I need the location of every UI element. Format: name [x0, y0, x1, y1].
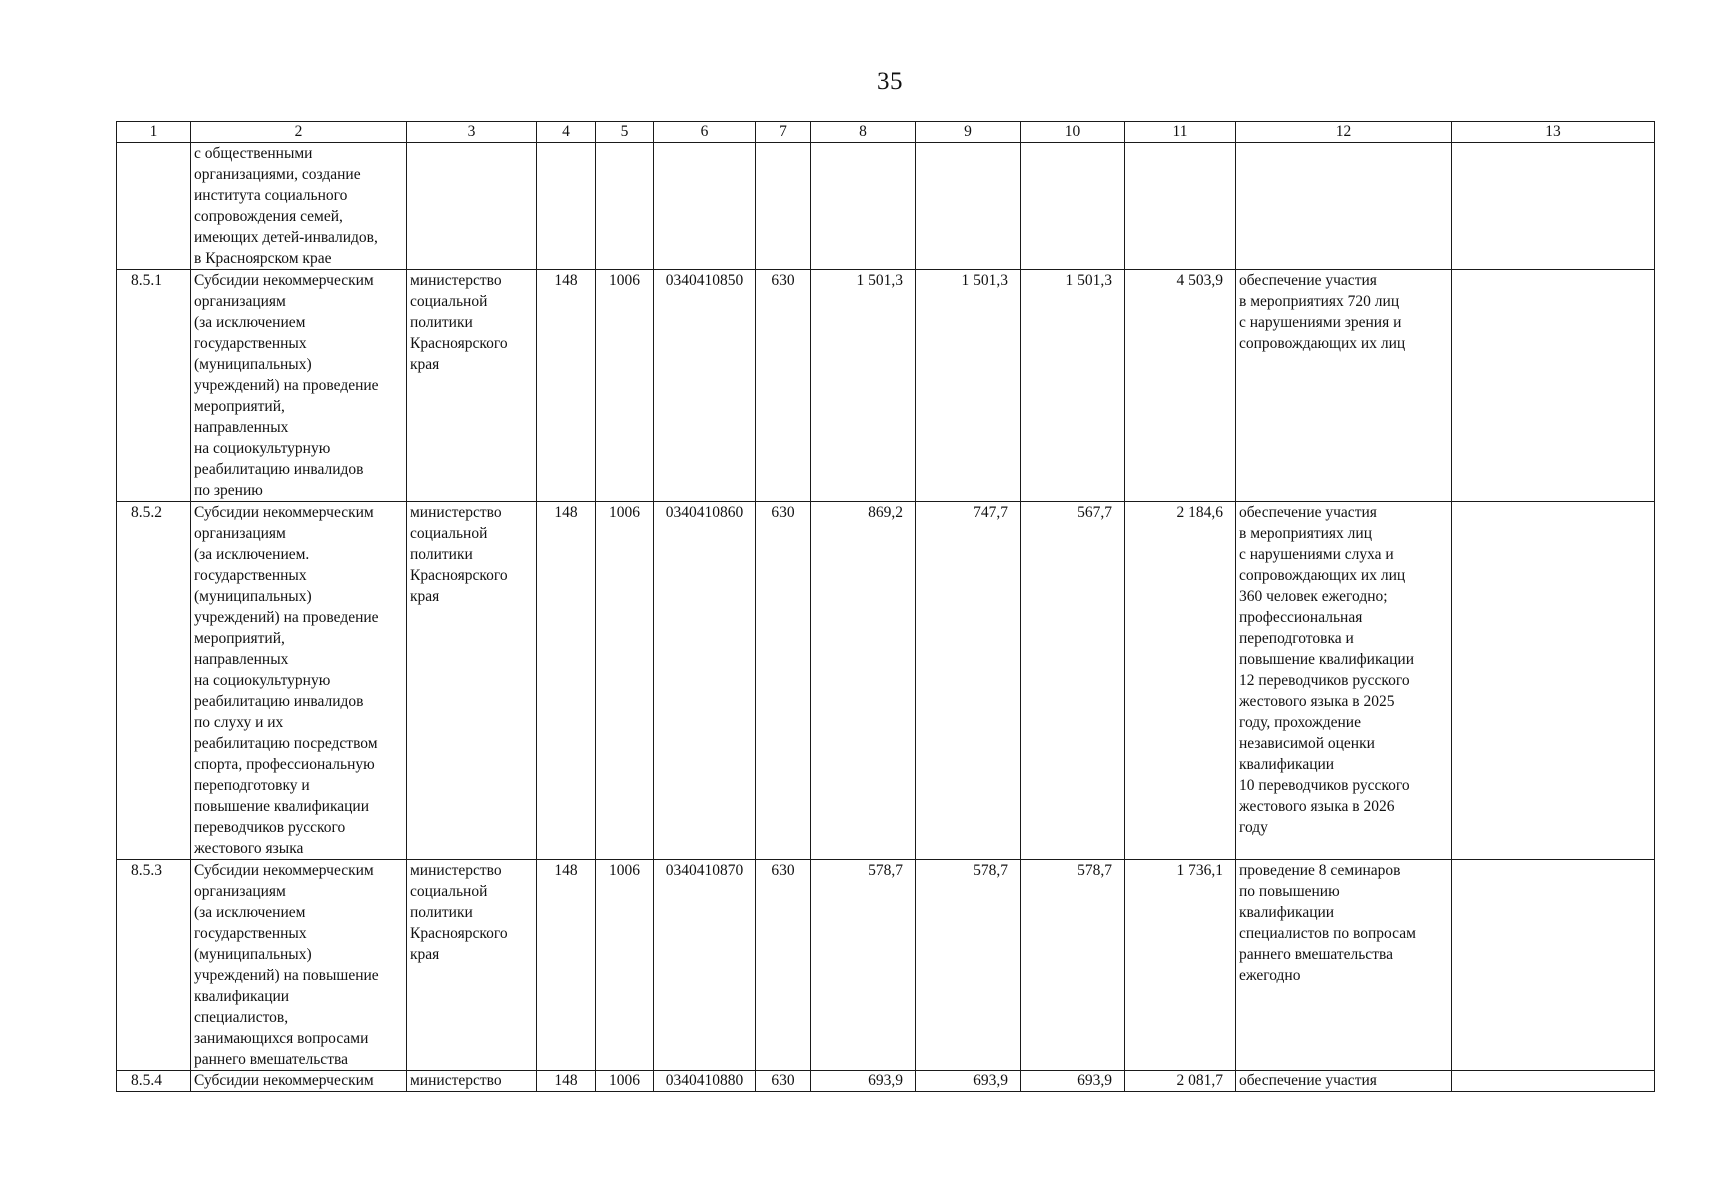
- table-row: [117, 270, 1655, 502]
- row-number-cell: [117, 143, 191, 270]
- year3-amount-cell: 567,7: [1021, 502, 1125, 860]
- expense-type-cell: 630: [756, 1071, 811, 1092]
- column-number-header: 7: [756, 122, 811, 143]
- year2-amount-cell: 747,7: [916, 502, 1021, 860]
- executor-cell: министерство социальной политики Красноярского края: [407, 502, 537, 860]
- year3-amount-cell: 693,9: [1021, 1071, 1125, 1092]
- column-number-header-row: [117, 122, 1655, 143]
- target-article-cell: 0340410850: [654, 270, 756, 502]
- year2-amount-cell: 693,9: [916, 1071, 1021, 1092]
- row-number-cell: 8.5.1: [117, 270, 191, 502]
- grbs-cell: 148: [537, 860, 596, 1071]
- expected-result-cell: обеспечение участия в мероприятиях 720 лиц с нарушениями зрения и сопровождающих их лиц: [1236, 270, 1452, 502]
- total-amount-cell: 4 503,9: [1125, 270, 1236, 502]
- expected-result-cell: [1236, 143, 1452, 270]
- expense-type-cell: 630: [756, 502, 811, 860]
- executor-cell: министерство социальной политики Красноярского края: [407, 270, 537, 502]
- expected-result-cell: обеспечение участия в мероприятиях лиц с нарушениями слуха и сопровождающих их лиц 360 человек ежегодно; профессиональная переподготовка и повышение квалификации 12 переводчиков русского жестового языка в 2025 году, прохождение независимой оценки квалификации 10 переводчиков русского жестового языка в 2026 году: [1236, 502, 1452, 860]
- note-cell: [1452, 502, 1655, 860]
- note-cell: [1452, 860, 1655, 1071]
- year1-amount-cell: [811, 143, 916, 270]
- grbs-cell: 148: [537, 270, 596, 502]
- activity-description-cell: Субсидии некоммерческим организациям (за исключением. государственных (муниципальных) учреждений) на проведение мероприятий, направленных на социокультурную реабилитацию инвалидов по слуху и их реабилитацию посредством спорта, профессиональную переподготовку и повышение квалификации переводчиков русского жестового языка: [191, 502, 407, 860]
- expected-result-cell: обеспечение участия: [1236, 1071, 1452, 1092]
- column-number-header: 6: [654, 122, 756, 143]
- note-cell: [1452, 1071, 1655, 1092]
- activity-description-cell: Субсидии некоммерческим организациям (за исключением государственных (муниципальных) учреждений) на проведение мероприятий, направленных на социокультурную реабилитацию инвалидов по зрению: [191, 270, 407, 502]
- row-number-cell: 8.5.2: [117, 502, 191, 860]
- page-number: 35: [877, 68, 903, 95]
- column-number-header: 1: [117, 122, 191, 143]
- total-amount-cell: 2 184,6: [1125, 502, 1236, 860]
- column-number-header: 5: [596, 122, 654, 143]
- total-amount-cell: 1 736,1: [1125, 860, 1236, 1071]
- year2-amount-cell: 1 501,3: [916, 270, 1021, 502]
- column-number-header: 3: [407, 122, 537, 143]
- target-article-cell: [654, 143, 756, 270]
- section-code-cell: [596, 143, 654, 270]
- column-number-header: 9: [916, 122, 1021, 143]
- section-code-cell: 1006: [596, 270, 654, 502]
- column-number-header: 13: [1452, 122, 1655, 143]
- target-article-cell: 0340410880: [654, 1071, 756, 1092]
- section-code-cell: 1006: [596, 1071, 654, 1092]
- year3-amount-cell: [1021, 143, 1125, 270]
- total-amount-cell: 2 081,7: [1125, 1071, 1236, 1092]
- column-number-header: 12: [1236, 122, 1452, 143]
- expense-type-cell: 630: [756, 270, 811, 502]
- total-amount-cell: [1125, 143, 1236, 270]
- column-number-header: 4: [537, 122, 596, 143]
- expense-type-cell: 630: [756, 860, 811, 1071]
- executor-cell: министерство: [407, 1071, 537, 1092]
- grbs-cell: [537, 143, 596, 270]
- year1-amount-cell: 578,7: [811, 860, 916, 1071]
- note-cell: [1452, 143, 1655, 270]
- table-row: [117, 1071, 1655, 1092]
- year3-amount-cell: 1 501,3: [1021, 270, 1125, 502]
- year1-amount-cell: 693,9: [811, 1071, 916, 1092]
- year3-amount-cell: 578,7: [1021, 860, 1125, 1071]
- target-article-cell: 0340410870: [654, 860, 756, 1071]
- year1-amount-cell: 869,2: [811, 502, 916, 860]
- table-row: [117, 502, 1655, 860]
- year2-amount-cell: [916, 143, 1021, 270]
- executor-cell: [407, 143, 537, 270]
- note-cell: [1452, 270, 1655, 502]
- grbs-cell: 148: [537, 502, 596, 860]
- column-number-header: 10: [1021, 122, 1125, 143]
- activity-description-cell: с общественными организациями, создание института социального сопровождения семей, имеющих детей-инвалидов, в Красноярском крае: [191, 143, 407, 270]
- expense-type-cell: [756, 143, 811, 270]
- column-number-header: 8: [811, 122, 916, 143]
- year2-amount-cell: 578,7: [916, 860, 1021, 1071]
- row-number-cell: 8.5.3: [117, 860, 191, 1071]
- activity-description-cell: Субсидии некоммерческим организациям (за исключением государственных (муниципальных) учреждений) на повышение квалификации специалистов, занимающихся вопросами раннего вмешательства: [191, 860, 407, 1071]
- program-activities-table: [116, 121, 1655, 1092]
- expected-result-cell: проведение 8 семинаров по повышению квалификации специалистов по вопросам раннего вмешательства ежегодно: [1236, 860, 1452, 1071]
- column-number-header: 11: [1125, 122, 1236, 143]
- target-article-cell: 0340410860: [654, 502, 756, 860]
- grbs-cell: 148: [537, 1071, 596, 1092]
- executor-cell: министерство социальной политики Красноярского края: [407, 860, 537, 1071]
- section-code-cell: 1006: [596, 502, 654, 860]
- table-row: [117, 860, 1655, 1071]
- activity-description-cell: Субсидии некоммерческим: [191, 1071, 407, 1092]
- year1-amount-cell: 1 501,3: [811, 270, 916, 502]
- table-row-continuation: [117, 143, 1655, 270]
- section-code-cell: 1006: [596, 860, 654, 1071]
- column-number-header: 2: [191, 122, 407, 143]
- row-number-cell: 8.5.4: [117, 1071, 191, 1092]
